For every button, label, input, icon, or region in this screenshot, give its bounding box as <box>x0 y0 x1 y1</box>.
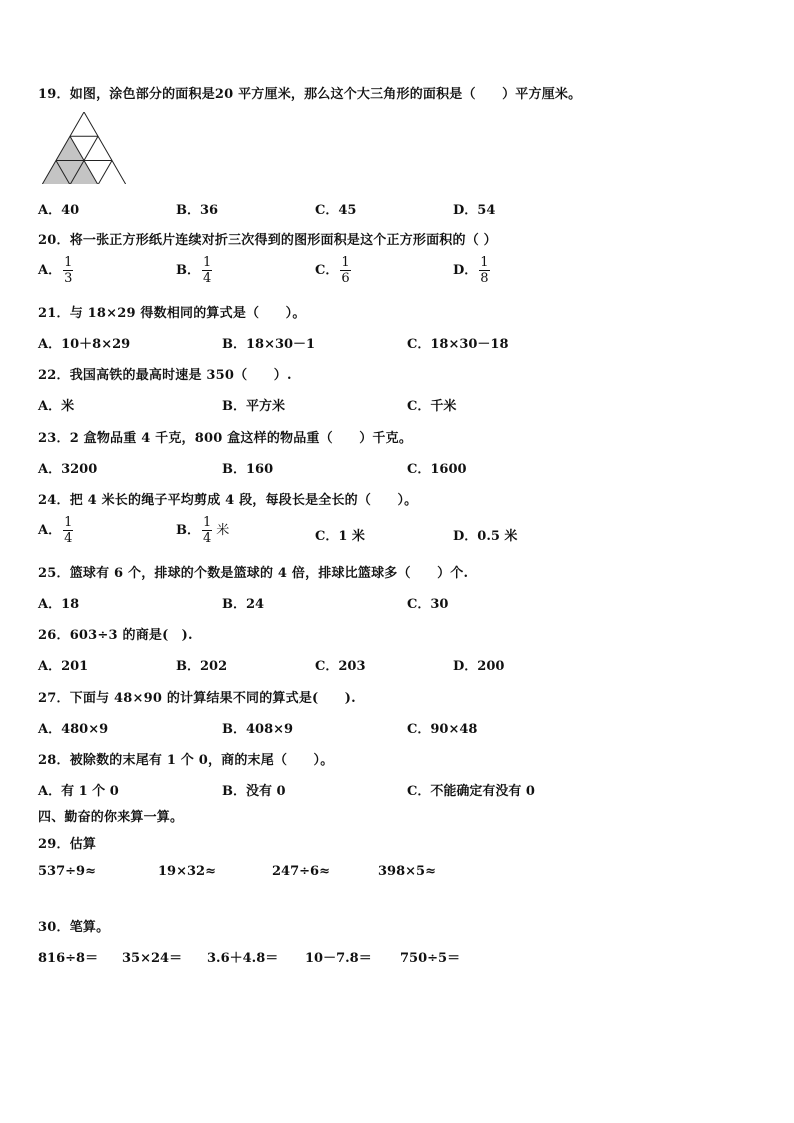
q26-option-a[interactable]: A．201 <box>38 659 89 674</box>
q27-option-a[interactable]: A．480×9 <box>38 722 109 737</box>
numerator: 1 <box>64 255 73 270</box>
q28-option-c[interactable]: C．不能确定有没有 0 <box>407 784 535 799</box>
denominator: 3 <box>64 271 73 286</box>
fraction <box>202 515 212 546</box>
q21-option-c[interactable]: C．18×30－18 <box>407 337 509 352</box>
q29-item-2: 19×32≈ <box>158 864 216 879</box>
q26-option-d[interactable]: D．200 <box>453 659 505 674</box>
q19-option-a[interactable]: A．40 <box>38 203 80 218</box>
question-19-stem: 19．如图，涂色部分的面积是20 平方厘米，那么这个大三角形的面积是（ ）平方厘米。 <box>38 87 582 102</box>
q29-item-3: 247÷6≈ <box>272 864 330 879</box>
q30-item-1: 816÷8＝ <box>38 951 99 966</box>
fraction <box>63 255 73 286</box>
q20-option-c[interactable] <box>315 255 353 286</box>
question-26-stem: 26．603÷3 的商是( ). <box>38 628 193 643</box>
denominator: 8 <box>480 271 489 286</box>
shaded-triangle <box>56 136 84 160</box>
q24-option-b[interactable] <box>176 515 229 546</box>
option-letter: D． <box>453 263 478 278</box>
q19-option-d[interactable]: D．54 <box>453 203 496 218</box>
numerator: 1 <box>203 255 212 270</box>
question-21-stem: 21．与 18×29 得数相同的算式是（ ）。 <box>38 306 306 321</box>
numerator: 1 <box>480 255 489 270</box>
q19-option-b[interactable]: B．36 <box>176 203 219 218</box>
q22-option-a[interactable]: A．米 <box>38 399 75 414</box>
q23-option-c[interactable]: C．1600 <box>407 462 467 477</box>
q30-item-3: 3.6＋4.8＝ <box>207 951 279 966</box>
q19-option-c[interactable]: C．45 <box>315 203 357 218</box>
triangle-figure <box>42 112 126 184</box>
question-25-stem: 25．篮球有 6 个，排球的个数是篮球的 4 倍，排球比篮球多（ ）个. <box>38 566 469 581</box>
q20-option-d[interactable] <box>453 255 492 286</box>
q25-option-c[interactable]: C．30 <box>407 597 449 612</box>
q20-option-a[interactable] <box>38 255 75 286</box>
q25-option-b[interactable]: B．24 <box>222 597 265 612</box>
q24-option-a[interactable] <box>38 515 75 546</box>
q27-option-c[interactable]: C．90×48 <box>407 722 478 737</box>
denominator: 4 <box>203 271 212 286</box>
q28-option-a[interactable]: A．有 1 个 0 <box>38 784 119 799</box>
question-28-stem: 28．被除数的末尾有 1 个 0，商的末尾（ ）。 <box>38 753 334 768</box>
numerator: 1 <box>341 255 350 270</box>
q23-option-b[interactable]: B．160 <box>222 462 274 477</box>
option-letter: B． <box>176 263 200 278</box>
q26-option-c[interactable]: C．203 <box>315 659 366 674</box>
option-letter: A． <box>38 263 62 278</box>
numerator: 1 <box>64 515 73 530</box>
fraction <box>340 255 350 286</box>
unit-label: 米 <box>216 523 230 538</box>
fraction <box>479 255 489 286</box>
question-29-stem: 29．估算 <box>38 837 97 852</box>
fraction <box>202 255 212 286</box>
q26-option-b[interactable]: B．202 <box>176 659 228 674</box>
option-letter: A． <box>38 523 62 538</box>
q30-item-5: 750÷5＝ <box>400 951 461 966</box>
q22-option-b[interactable]: B．平方米 <box>222 399 285 414</box>
question-30-stem: 30．笔算。 <box>38 920 110 935</box>
q29-item-1: 537÷9≈ <box>38 864 96 879</box>
q28-option-b[interactable]: B．没有 0 <box>222 784 286 799</box>
q30-item-2: 35×24＝ <box>122 951 183 966</box>
q30-item-4: 10－7.8＝ <box>305 951 372 966</box>
q24-option-d[interactable]: D．0.5 米 <box>453 529 518 544</box>
question-20-stem: 20．将一张正方形纸片连续对折三次得到的图形面积是这个正方形面积的（ ） <box>38 233 497 248</box>
denominator: 4 <box>64 531 73 546</box>
q27-option-b[interactable]: B．408×9 <box>222 722 294 737</box>
denominator: 4 <box>203 531 212 546</box>
q20-option-b[interactable] <box>176 255 214 286</box>
question-27-stem: 27．下面与 48×90 的计算结果不同的算式是( ). <box>38 691 356 706</box>
option-letter: B． <box>176 523 200 538</box>
q22-option-c[interactable]: C．千米 <box>407 399 457 414</box>
q23-option-a[interactable]: A．3200 <box>38 462 98 477</box>
question-23-stem: 23．2 盒物品重 4 千克，800 盒这样的物品重（ ）千克。 <box>38 431 413 446</box>
denominator: 6 <box>341 271 350 286</box>
q21-option-a[interactable]: A．10＋8×29 <box>38 337 131 352</box>
numerator: 1 <box>203 515 212 530</box>
q29-item-4: 398×5≈ <box>378 864 436 879</box>
question-22-stem: 22．我国高铁的最高时速是 350（ ）. <box>38 368 292 383</box>
q25-option-a[interactable]: A．18 <box>38 597 80 612</box>
q24-option-c[interactable]: C．1 米 <box>315 529 365 544</box>
option-letter: C． <box>315 263 339 278</box>
q21-option-b[interactable]: B．18×30－1 <box>222 337 316 352</box>
question-24-stem: 24．把 4 米长的绳子平均剪成 4 段，每段长是全长的（ ）。 <box>38 493 418 508</box>
fraction <box>63 515 73 546</box>
section-4-heading: 四、勤奋的你来算一算。 <box>38 810 184 825</box>
